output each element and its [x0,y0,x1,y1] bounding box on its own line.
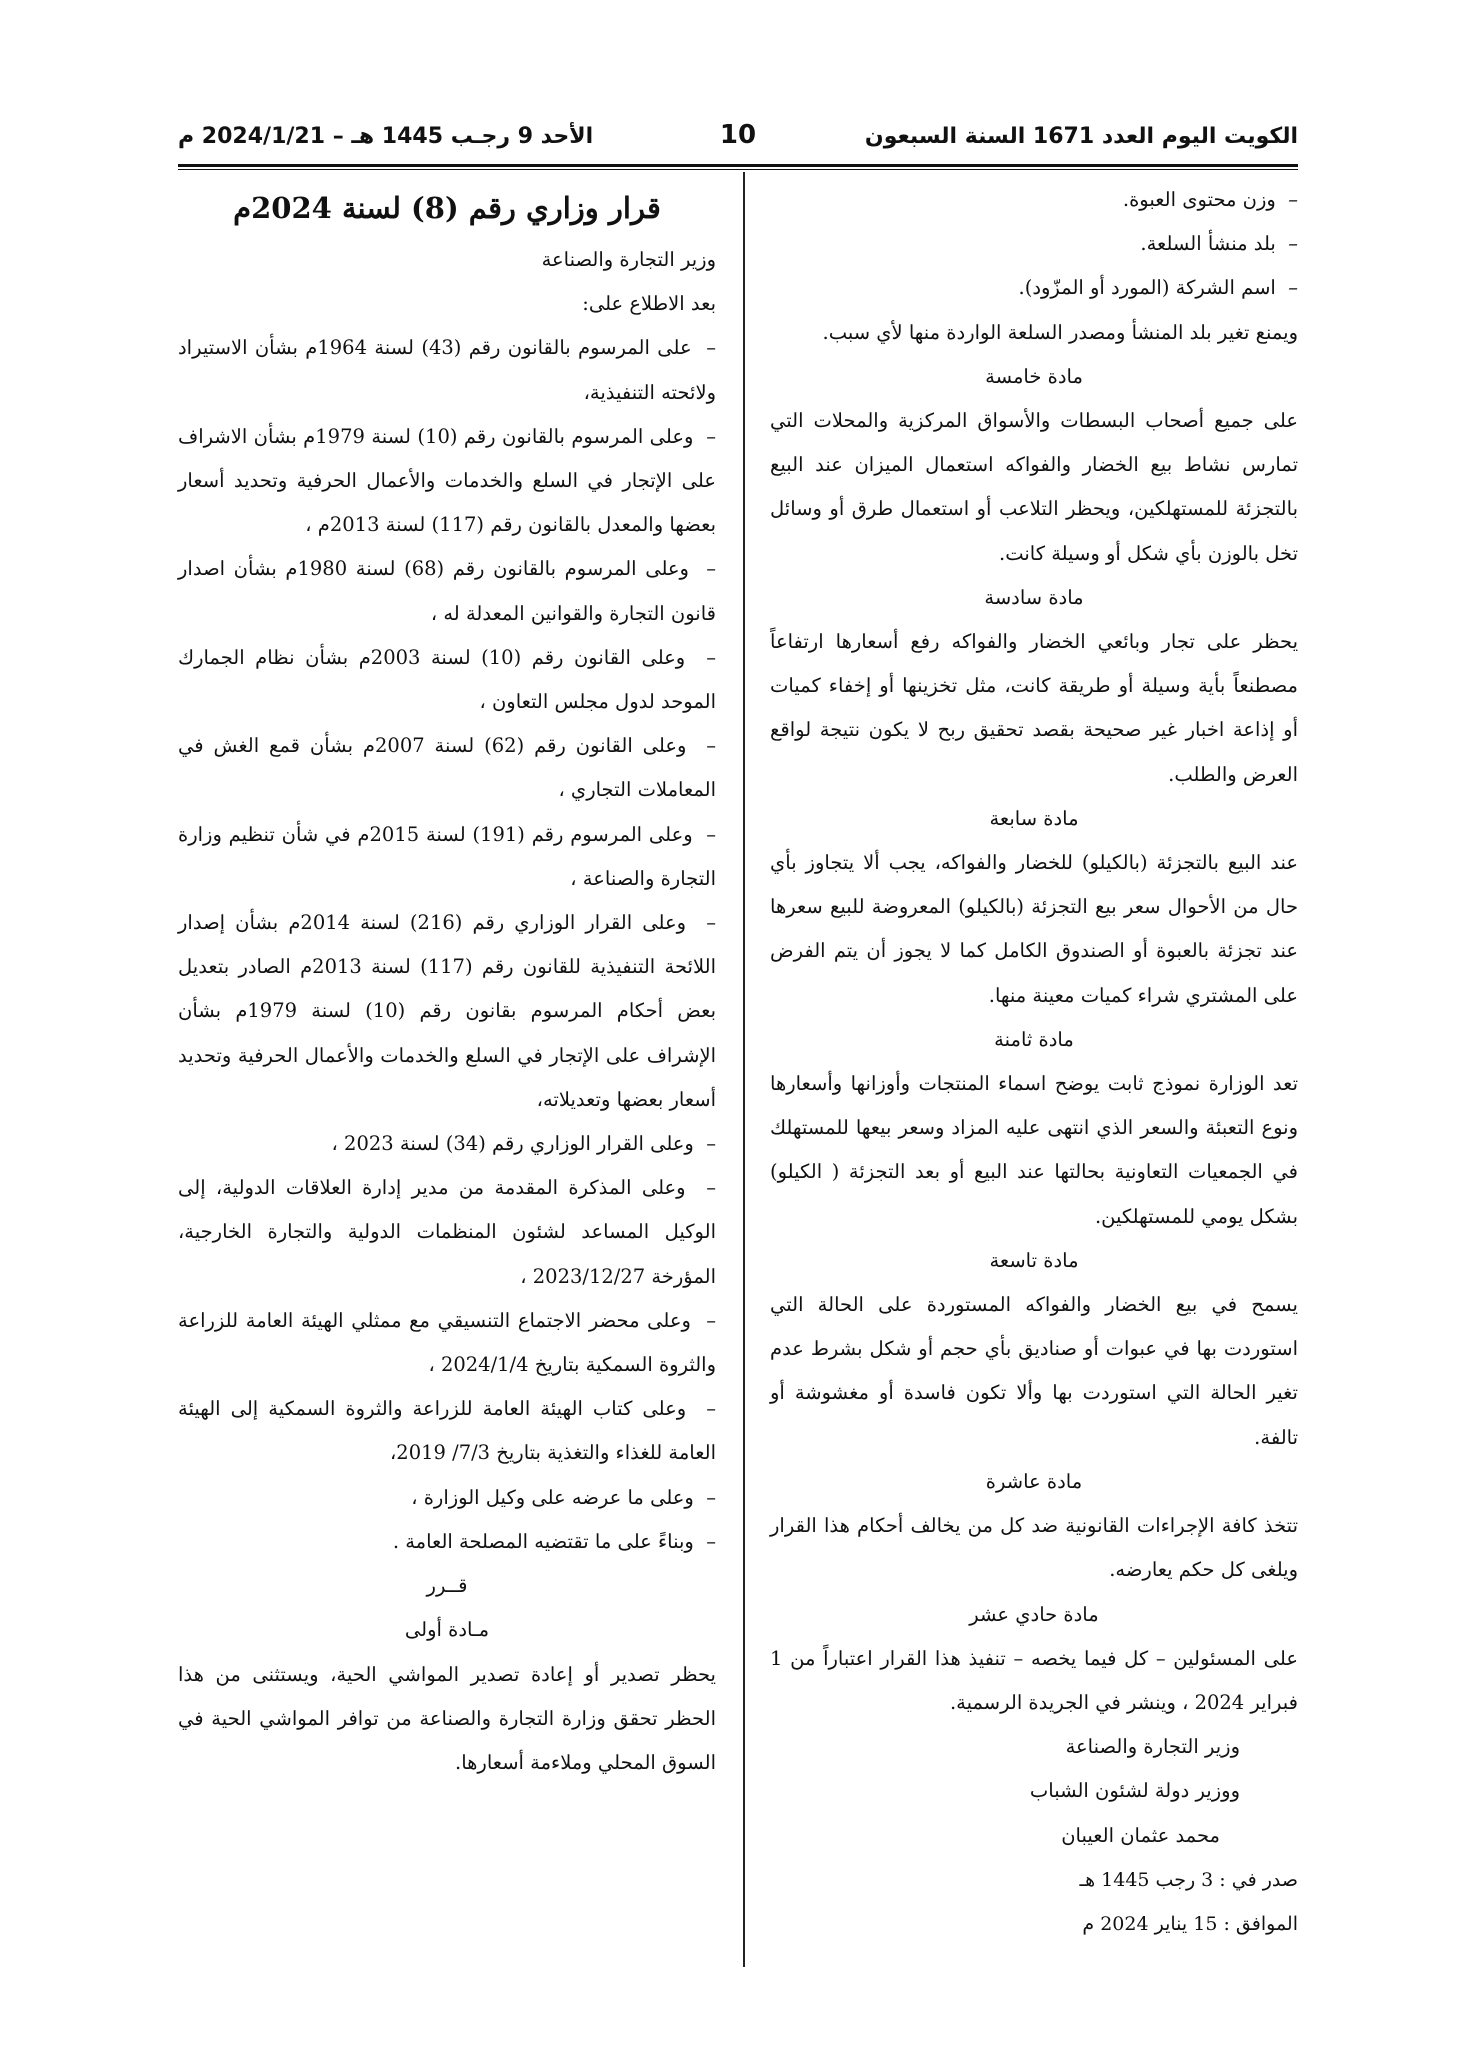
header-rule [178,164,1298,167]
issuing-minister: وزير التجارة والصناعة [541,248,716,271]
article-10-title: مادة عاشرة [985,1469,1083,1493]
article-6-title: مادة سادسة [984,585,1084,609]
recital-item: – وبناءً على ما تقتضيه المصلحة العامة . [178,1520,716,1564]
article-1-text: يحظر تصدير أو إعادة تصدير المواشي الحية، ويستثنى من هذا الحظر تحقق وزارة التجارة والصناعة من توافر المواشي الحية في السوق المحلي وملاءمة أسعارها. [178,1662,716,1774]
recital-item: – وعلى محضر الاجتماع التنسيقي مع ممثلي الهيئة العامة للزراعة والثروة السمكية بتاريخ 2024/1/4 ، [178,1299,716,1387]
recital-item: – وعلى ما عرضه على وكيل الوزارة ، [178,1476,716,1520]
article-9-title: مادة تاسعة [989,1248,1079,1272]
decided-heading: قــرر [426,1574,468,1598]
list-item: – وزن محتوى العبوة. [770,178,1298,222]
header-rule-thin [178,169,1298,170]
header-date: الأحد 9 رجـب 1445 هـ – 2024/1/21 م [178,124,594,149]
article-11-text: على المسئولين – كل فيما يخصه – تنفيذ هذا القرار اعتباراً من 1 فبراير 2024 ، وينشر في الجريدة الرسمية. [770,1646,1298,1714]
list-item: – اسم الشركة (المورد أو المزّود). [770,266,1298,310]
article-7-text: عند البيع بالتجزئة (بالكيلو) للخضار والفواكه، يجب ألا يتجاوز بأي حال من الأحوال سعر بيع التجزئة (بالكيلو) المعروضة للبيع سعرها عند تجزئة بالعبوة أو الصندوق الكامل كما لا يجوز أن يتم الفرض على المشتري شراء كميات معينة منها. [770,851,1298,1007]
paragraph-prohibit: ويمنع تغير بلد المنشأ ومصدر السلعة الواردة منها لأي سبب. [822,320,1298,344]
header-issue-info: الكويت اليوم العدد 1671 السنة السبعون [864,124,1298,149]
recital-item: – وعلى القانون رقم (62) لسنة 2007م بشأن قمع الغش في المعاملات التجاري ، [178,724,716,812]
article-8-title: مادة ثامنة [994,1027,1074,1051]
article-6-text: يحظر على تجار وبائعي الخضار والفواكه رفع أسعارها ارتفاعاً مصطنعاً بأية وسيلة أو طريقة كانت، مثل تخزينها أو إخفاء كميات أو إذاعة اخبار غير صحيحة بقصد تحقيق ربح لا يكون نتيجة لواقع العرض والطلب. [770,630,1298,786]
article-8-text: تعد الوزارة نموذج ثابت يوضح اسماء المنتجات وأوزانها وأسعارها ونوع التعبئة والسعر الذي انتهى عليه المزاد وسعر بيعها للمستهلك في الجمعيات التعاونية بحالتها عند البيع أو بعد التجزئة ( الكيلو) بشكل يومي للمستهلكين. [770,1072,1298,1228]
signatory-subtitle: ووزير دولة لشئون الشباب [1029,1779,1240,1803]
list-item: – بلد منشأ السلعة. [770,222,1298,266]
page-header [178,118,1298,164]
after-review-label: بعد الاطلاع على: [582,292,716,316]
page-number: 10 [719,120,757,150]
recital-item: – على المرسوم بالقانون رقم (43) لسنة 1964م بشأن الاستيراد ولائحته التنفيذية، [178,326,716,414]
recital-item: – وعلى المرسوم بالقانون رقم (68) لسنة 1980م بشأن اصدار قانون التجارة والقوانين المعدلة له ، [178,547,716,635]
signatory-name: محمد عثمان العيبان [1061,1823,1220,1847]
recital-item: – وعلى القرار الوزاري رقم (216) لسنة 2014م بشأن إصدار اللائحة التنفيذية للقانون رقم (117) لسنة 2013م الصادر بتعديل بعض أحكام المرسوم بقانون رقم (10) لسنة 1979م بشأن الإشراف على الإتجار في السلع والخدمات والأعمال الحرفية وتحديد أسعار بعضها وتعديلاته، [178,901,716,1122]
recital-item: – وعلى القرار الوزاري رقم (34) لسنة 2023 ، [178,1122,716,1166]
right-column [770,178,1298,1946]
article-1-title: مـادة أولى [404,1618,490,1642]
recital-item: – وعلى المرسوم بالقانون رقم (10) لسنة 1979م بشأن الاشراف على الإتجار في السلع والخدمات والأعمال الحرفية وتحديد أسعار بعضها والمعدل بالقانون رقم (117) لسنة 2013م ، [178,415,716,548]
signatory-title: وزير التجارة والصناعة [1065,1735,1240,1759]
article-7-title: مادة سابعة [989,806,1079,830]
left-column [178,178,716,1785]
column-divider [743,172,745,1967]
recital-item: – وعلى المذكرة المقدمة من مدير إدارة العلاقات الدولية، إلى الوكيل المساعد لشئون المنظمات الدولية والتجارة الخارجية، المؤرخة 2023/12/27 ، [178,1166,716,1299]
issued-date: صدر في : 3 رجب 1445 هـ [1079,1868,1298,1891]
article-9-text: يسمح في بيع الخضار والفواكه المستوردة على الحالة التي استوردت بها في عبوات أو صناديق بأي حجم أو شكل بشرط عدم تغير الحالة التي استوردت بها وألا تكون فاسدة أو مغشوشة أو تالفة. [770,1293,1298,1449]
recital-item: – وعلى المرسوم رقم (191) لسنة 2015م في شأن تنظيم وزارة التجارة والصناعة ، [178,813,716,901]
article-5-text: على جميع أصحاب البسطات والأسواق المركزية والمحلات التي تمارس نشاط بيع الخضار والفواكه استعمال الميزان عند البيع بالتجزئة للمستهلكين، ويحظر التلاعب أو استعمال طرق أو وسائل تخل بالوزن بأي شكل أو وسيلة كانت. [770,409,1298,565]
article-11-title: مادة حادي عشر [969,1602,1099,1626]
corresponding-date: الموافق : 15 يناير 2024 م [1082,1912,1298,1935]
article-10-text: تتخذ كافة الإجراءات القانونية ضد كل من يخالف أحكام هذا القرار ويلغى كل حكم يعارضه. [770,1514,1298,1582]
article-5-title: مادة خامسة [985,364,1083,388]
recital-item: – وعلى القانون رقم (10) لسنة 2003م بشأن نظام الجمارك الموحد لدول مجلس التعاون ، [178,636,716,724]
recital-item: – وعلى كتاب الهيئة العامة للزراعة والثروة السمكية إلى الهيئة العامة للغذاء والتغذية بتاريخ 7/3/ 2019، [178,1387,716,1475]
decree-title: قرار وزاري رقم (8) لسنة 2024م [233,191,661,225]
